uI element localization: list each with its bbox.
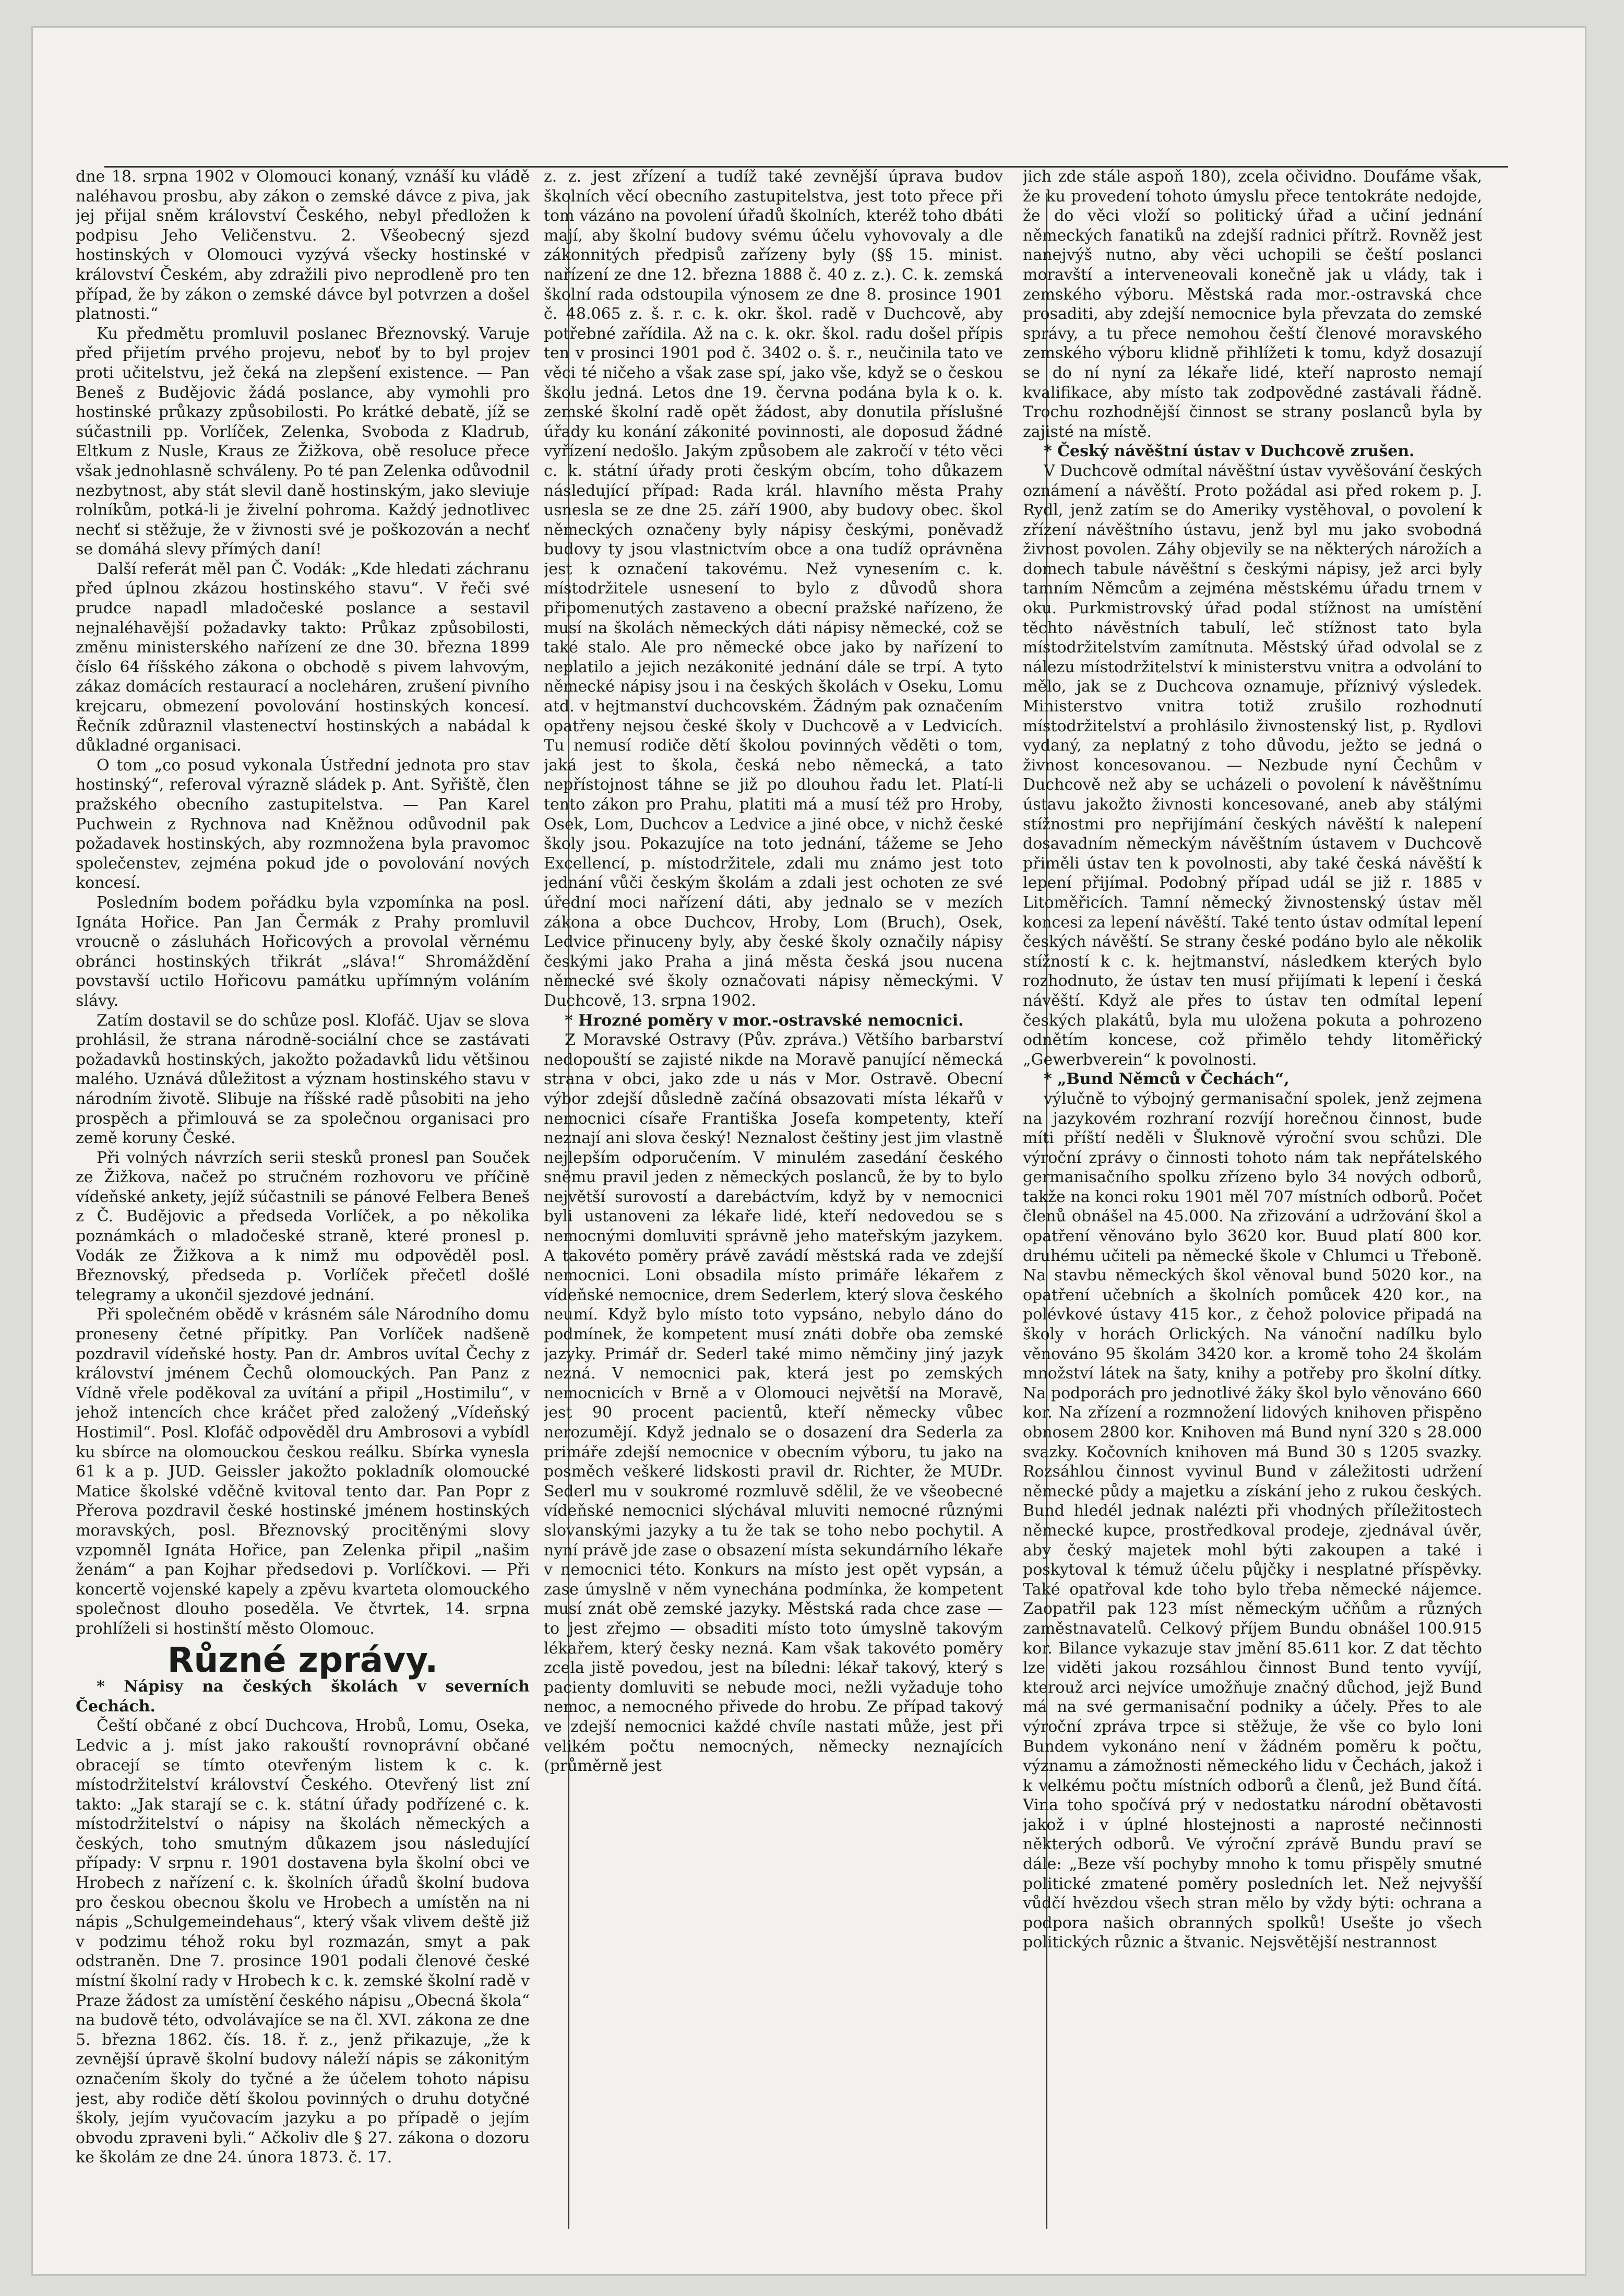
paragraph: Zatím dostavil se do schůze posl. Klofáč. Ujav se slova prohlásil, že strana národně-sociální chce se zastávati požadavků hostinských, jakožto požadavků lidu většinou malého. Uznává důležitost a význam hostinského stavu v národním životě. Slibuje na říšské radě působiti na jeho prospěch a přimlouvá se za společnou organisaci pro země koruny České.: [76, 1011, 530, 1148]
paragraph: Ku předmětu promluvil poslanec Březnovský. Varuje před přijetím prvého projevu, neboť by to byl projev proti učitelstvu, jež čeká na zlepšení existence. — Pan Beneš z Budějovic žádá poslance, aby vymohli pro hostinské průkazy způsobilosti. Po krátké debatě, jíž se súčastnili pp. Vorlíček, Zelenka, Svoboda z Kladrub, Eltkum z Nusle, Kraus ze Žižkova, obě resoluce přece však jednohlasně schváleny. Po té pan Zelenka odůvodnil nezbytnost, aby stát slevil daně hostinským, jako sleviuje rolníkům, potká-li je živelní pohroma. Každý jednotlivec nechť si stěžuje, že v živnosti své je poškozován a nechť se domáhá slevy přímých daní!: [76, 324, 530, 559]
article-title: * Nápisy na českých školách v severních Čechách.: [76, 1678, 530, 1716]
article-title: * „Bund Němců v Čechách“,: [1044, 1070, 1289, 1089]
paragraph: dne 18. srpna 1902 v Olomouci konaný, vznáší ku vládě naléhavou prosbu, aby zákon o zemské dávce z piva, jak jej přijal sněm království Českého, nebyl předložen k podpisu Jeho Veličenstvu. 2. Všeobecný sjezd hostinských v Olomouci vyzývá všecky hostinské v království Českém, aby zdražili pivo neprodleně pro ten případ, že by zákon o zemské dávce byl potvrzen a došel platnosti.“: [76, 168, 530, 324]
article-title: * Český návěštní ústav v Duchcově zrušen.: [1044, 442, 1415, 461]
paragraph: jich zde stále aspoň 180), zcela očividno. Doufáme však, že ku provedení tohoto úmyslu přece tentokráte nedojde, že do věci vloží so politický úřad a učiní jednání německých fanatiků na zdejší radnici přítrž. Rovněž jest nanejvýš nutno, aby věci uchopili se čeští poslanci moravští a interveneovali konečně jak u vlády, tak i zemského výboru. Městská rada mor.-ostravská chce prosaditi, aby zdejší nemocnice byla převzata do zemské správy, a tu přece nemohou čeští členové moravského zemského výboru klidně přihlížeti k tomu, když dosazují se do ní nyní za lékaře lidé, kteří naprosto nemají kvalifikace, aby místo tak zodpovědné zastávali řádně. Trochu rozhodnější činnost se strany poslanců byla by zajisté na místě.: [1023, 168, 1482, 441]
article-title: * Hrozné poměry v mor.-ostravské nemocnici.: [565, 1011, 964, 1030]
paragraph: Čeští občané z obcí Duchcova, Hrobů, Lomu, Oseka, Ledvic a j. míst jako rakouští rovnoprávní občané obracejí se tímto otevřeným listem k c. k. místodržitelství království Českého. Otevřený list zní takto: „Jak starají se c. k. státní úřady podřízené c. k. místodržitelství o nápisy na školách německých a českých, toho smutným důkazem jsou následující případy: V srpnu r. 1901 dostavena byla školní obci ve Hrobech z nařízení c. k. školních úřadů školní budova pro českou obecnou školu ve Hrobech a umístěn na ni nápis „Schulgemeindehaus“, který však vlivem deště již v podzimu téhož roku byl rozmazán, smyt a pak odstraněn. Dne 7. prosince 1901 podali členové české místní školní rady v Hrobech k c. k. zemské školní radě v Praze žádost za umístění českého nápisu „Obecná škola“ na budově této, odvolávajíce se na čl. XVI. zákona ze dne 5. března 1862. čís. 18. ř. z., jenž přikazuje, „že k zevnější úpravě školní budovy náleží nápis se zákonitým označením školy do tyčné a že účelem tohoto nápisu jest, aby rodiče dětí školou povinných o druhu dotyčné školy, jejím vyučovacím jazyku a po případě o jejím obvodu zpraveni byli.“ Ačkoliv dle § 27. zákona o dozoru ke školám ze dne 24. února 1873. č. 17.: [76, 1717, 530, 2167]
column-1: [76, 167, 530, 2239]
paragraph: Posledním bodem pořádku byla vzpomínka na posl. Ignáta Hořice. Pan Jan Čermák z Prahy promluvil vroucně o zásluhách Hořicových a provolal věrnému obránci hostinských třikrát „sláva!“ Shromáždění povstavší uctilo Hořicovu památku upřímným voláním slávy.: [76, 893, 530, 1010]
paragraph: Další referát měl pan Č. Vodák: „Kde hledati záchranu před úplnou zkázou hostinského stavu“. V řeči své prudce napadl mladočeské poslance a sestavil nejnaléhavější požadavky takto: Průkaz způsobilosti, změnu ministerského nařízení ze dne 30. března 1899 číslo 64 říšského zákona o obchodě s pivem lahvovým, zákaz domácích restaurací a nocleháren, zrušení pivního krejcaru, obmezení povolování hostinských koncesí. Řečník zdůraznil vlastenectví hostinských a nabádal k důkladné organisaci.: [76, 560, 530, 755]
column-3: [1023, 167, 1482, 2239]
paragraph: z. z. jest zřízení a tudíž také zevnější úprava budov školních věcí obecního zastupitelstva, jest toto přece při tom vázáno na povolení úřadů školních, kteréž toho dbáti mají, aby školní budovy svému účelu vyhovovaly a dle zákonnitých předpisů zařízeny byly (§§ 15. minist. nařízení ze dne 12. března 1888 č. 40 z. z.). C. k. zemská školní rada odstoupila výnosem ze dne 8. prosince 1901 č. 48.065 z. š. r. c. k. okr. škol. radě v Duchcově, aby potřebné zařídila. Až na c. k. okr. škol. radu došel přípis ten v prosinci 1901 pod č. 3402 o. š. r., neučinila tato ve věci té ničeho a však zase spí, jako vše, když se o českou školu jedná. Letos dne 19. června podána byla k o. k. zemské školní radě opět žádost, aby donutila příslušné úřady ku konání zákonité povinnosti, ale doposud žádné vyřízení nedošlo. Jakým způsobem ale zakročí v této věci c. k. státní úřady proti českým obcím, toho důkazem následující případ: Rada král. hlavního města Prahy usnesla se ze dne 25. září 1900, aby budovy obec. škol německých označeny byly nápisy českými, poněvadž budovy ty jsou vlastnictvím obce a ona tudíž oprávněna jest k označení takovému. Než vynesením c. k. místodržitele usnesení to bylo z důvodů shora připomenutých zastaveno a obecní pražské nařízeno, že musí na školách německých dáti nápisy německé, což se také stalo. Ale pro německé obce jako by nařízení to neplatilo a jejich nezákonité jednání dále se trpí. A tyto německé nápisy jsou i na českých školách v Oseku, Lomu atd. v hejtmanství duchcovském. Žádným pak označením opatřeny nejsou české školy v Duchcově a v Ledvicích. Tu nemusí rodiče dětí školou povinných věděti o tom, jaká jest to škola, česká nebo německá, a tato nepřístojnost táhne se již po dlouhou řadu let. Platí-li tento zákon pro Prahu, platiti má a musí též pro Hroby, Osek, Lom, Duchcov a Ledvice a jiné obce, v nichž české školy jsou. Pokazujíce na toto jednání, tážeme se Jeho Excellencí, p. místodržitele, zdali mu známo jest toto jednání vůči českým školám a zdali jest ochoten ze své úřední moci nařízení dáti, aby jednalo se v mezích zákona a obce Duchcov, Hroby, Lom (Bruch), Osek, Ledvice přinuceny byly, aby české školy označily nápisy českými jako Praha a jiná města česká jsou nucena německé své školy označovati nápisy německými. V Duchcově, 13. srpna 1902.: [544, 168, 1003, 1010]
paragraph: O tom „co posud vykonala Ústřední jednota pro stav hostinský“, referoval výrazně sládek p. Ant. Syřiště, člen pražského obecního zastupitelstva. — Pan Karel Puchwein z Rychnova nad Kněžnou odůvodnil pak požadavek hostinských, aby rozmnožena byla pravomoc společenstev, zejména pokud jde o povolování nových koncesí.: [76, 756, 530, 893]
paragraph: výlučně to výbojný germanisační spolek, jenž zejmena na jazykovém rozhraní rozvíjí horečnou činnost, bude míti příští neděli v Šluknově výroční svou schůzi. Dle výroční zprávy o činnosti tohoto nám tak nepřátelského germanisačního spolku zřízeno bylo 34 nových odborů, takže na konci roku 1901 měl 707 místních odborů. Počet členů obnášel na 45.000. Na zřizování a udržování škol a opatření věnováno bylo 3620 kor. Buud platí 800 kor. druhému učiteli pa německé škole v Chlumci u Třeboně. Na stavbu německých škol věnoval bund 5020 kor., na opatření učebních a školních pomůcek 420 kor., na polévkové ústavy 415 kor., z čehož polovice připadá na školy v horách Orlických. Na vánoční nadílku bylo věnováno 95 školám 3420 kor. a kromě toho 24 školám množství látek na šaty, knihy a potřeby pro školní dítky. Na podporách pro jednotlivé žáky škol bylo věnováno 660 kor. Na zřízení a rozmnožení lidových knihoven přispěno obnosem 2800 kor. Knihoven má Bund nyní 320 s 28.000 svazky. Kočovních knihoven má Bund 30 s 1205 svazky. Rozsáhlou činnost vyvinul Bund v záležitosti udržení německé půdy a majetku a získání jeho z rukou českých. Bund hledél jednak nalézti při vhodných příležitostech německé kupce, prostředkoval prodeje, zjednával úvěr, aby český majetek mohl býti zakoupen a také i poskytoval k témuž účelu půjčky i nesplatné příspěvky. Také opatřoval kde toho bylo třeba německé nájemce. Zaopatřil pak 123 míst německým učňům a různých zaměstnavatelů. Celkový příjem Bundu obnášel 100.915 kor. Bilance vykazuje stav jmění 85.611 kor. Z dat těchto lze viděti jakou rozsáhlou činnost Bund tento vyvíjí, kterouž arci nejvíce umožňuje značný důchod, jejž Bund má na své germanisační podniky a účely. Přes to ale výroční zpráva trpce si stěžuje, že vše co bylo loni Bundem vykonáno není v žádném poměru k počtu, významu a zámožnosti německého lidu v Čechách, jakož i k velkému počtu místních odborů a členů, jež Bund čítá. Vina toho spočívá prý v nedostatku národní obětavosti jakož i v úplné hlostejnosti a naprosté nečinnosti některých odborů. Ve výroční zprávě Bundu praví se dále: „Beze vší pochyby mnoho k tomu přispěly smutné politické zmatené poměry posledních let. Než nejvyšší vůdčí hvězdou všech stran mělo by vždy býti: ochrana a podpora našich obranných spolků! Usešte jo všech politických různic a štvanic. Nejsvětější nestrannost: [1023, 1089, 1482, 1952]
paragraph: V Duchcově odmítal návěštní ústav vyvěšování českých oznámení a návěští. Proto požádal asi před rokem p. J. Rydl, jenž zatím se do Ameriky vystěhoval, o povolení k zřízení návěštního ústavu, jenž byl mu jako svobodná živnost povolen. Záhy objevily se na některých nárožích a domech tabule návěštní s českými nápisy, jež arci byly tamním Němcům a zejména městskému úřadu trnem v oku. Purkmistrovský úřad podal stížnost na umístění těchto návěstních tabulí, leč stížnost tato byla místodržitelstvím zamítnuta. Městský úřad odvolal se z nálezu místodržitelství k ministerstvu vnitra a odvolání to mělo, jak se z Duchcova oznamuje, příznivý výsledek. Ministerstvo vnitra totiž zrušilo rozhodnutí místodržitelství a prohlásilo živnostenský list, p. Rydlovi vydaný, za neplatný z toho důvodu, ježto se jedná o živnost koncesovanou. — Nezbude nyní Čechům v Duchcově než aby se ucházeli o povolení k návěštnímu ústavu jakožto živnosti koncesované, aneb aby stálými stížnostmi pro nepřijímání českých návěští k nalepení dosavadním německým návěštním ústavem v Duchcově přiměli ústav ten k povolnosti, aby také česká návěští k lepení přijímal. Podobný případ udál se již r. 1885 v Litoměřicích. Tamní německý živnostenský ústav měl koncesi za lepení návěští. Také tento ústav odmítal lepení českých návěští. Se strany české podáno bylo ale několik stížností k c. k. hejtmanství, následkem kterých bylo rozhodnuto, že ústav ten musí přijímati k lepení i česká návěští. Když ale přes to ústav ten odmítal lepení českých plakátů, byla mu uložena pokuta a pohrozeno odnětím koncese, což přimělo tehdy litoměřický „Gewerbverein“ k povolnosti.: [1023, 461, 1482, 1069]
column-2: [544, 167, 1003, 2239]
paragraph: Z Moravské Ostravy (Pův. zpráva.) Většího barbarství nedopouští se zajisté nikde na Moravě panující německá strana v obci, jako zde u nás v Mor. Ostravě. Obecní výbor zdejší důsledně začíná obsazovati místa lékařů v nemocnici císaře Františka Josefa kompetenty, kteří neznají ani slova český! Neznalost češtiny jest jim vlastně nejlepším odporučením. V minulém zasedání českého sněmu pravil jeden z německých poslanců, že by to bylo největší surovostí a darebáctvím, když by v nemocnici byli ustanoveni za lékaře lidé, kteří nedovedou se s nemocnými domluviti správně jeho mateřským jazykem. A takovéto poměry právě zavádí městská rada ve zdejší nemocnici. Loni obsadila místo primáře lékařem z vídeňské nemocnice, drem Sederlem, který slova českého neumí. Když bylo místo toto vypsáno, nebylo dáno do podmínek, že kompetent musí znáti dobře oba zemské jazyky. Primář dr. Sederl také mimo němčiny jiný jazyk nezná. V nemocnici pak, která jest po zemských nemocnicích v Brně a v Olomouci největší na Moravě, jest 90 procent pacientů, kteří německy vůbec nerozumějí. Když jednalo se o dosazení dra Sederla za primáře zdejší nemocnice v obecním výboru, tu jako na posměch veškeré lidskosti pravil dr. Richter, že MUDr. Sederl mu v soukromé rozmluvě sdělil, že ve všeobecné vídeňské nemocnici slýchával mluviti nemocné různými slovanskými jazyky a tu že tak se toho nebo pochytil. A nyní právě jde zase o obsazení místa sekundárního lékaře v nemocnici této. Konkurs na místo jest opět vypsán, a zase úmyslně v něm vynechána podmínka, že kompetent musí znát obě zemské jazyky. Městská rada chce zase — to jest zřejmo — obsaditi místo toto úmyslně takovým lékařem, který česky nezná. Kam však takovéto poměry zcela jistě povedou, jest na bíledni: lékař takový, který s pacienty domluviti se nebude moci, nežli vyžaduje toho nemoc, a nemocného přivede do hrobu. Ze případ takový ve zdejší nemocnici každé chvíle nastati může, jest při velikém počtu nemocných, německy neznajících (průměrně jest: [544, 1031, 1003, 1776]
paragraph: Při společném obědě v krásném sále Národního domu proneseny četné přípitky. Pan Vorlíček nadšeně pozdravil vídeňské hosty. Pan dr. Ambros uvítal Čechy z království jménem Čechů olomouckých. Pan Panz z Vídně vřele poděkoval za uvítání a připil „Hostimilu“, v jehož intencích chce kráčet před založený „Vídeňský Hostimil“. Posl. Klofáč odpověděl dru Ambrosovi a vybídl ku sbírce na olomouckou českou reálku. Sbírka vynesla 61 k a p. JUD. Geissler jakožto pokladník olomoucké Matice školské vděčně kvitoval tento dar. Pan Popr z Přerova pozdravil české hostinské jménem hostinských moravských, posl. Březnovský procitěnými slovy vzpomněl Ignáta Hořice, pan Zelenka připil „našim ženám“ a pan Kojhar předsedovi p. Vorlíčkovi. — Při koncertě vojenské kapely a zpěvu kvarteta olomouckého společnost dlouho poseděla. Ve čtvrtek, 14. srpna prohlíželi si hostinští město Olomouc.: [76, 1305, 530, 1638]
section-heading: Různé zprávy.: [167, 1639, 438, 1680]
paragraph: Při volných návrzích serii stesků pronesl pan Souček ze Žižkova, načež po stručném rozhovoru ve příčině vídeňské ankety, jejíž súčastnili se pánové Felbera Beneš z Č. Budějovic a předseda Vorlíček, a po několika poznámkách o mladočeské straně, které pronesl p. Vodák ze Žižkova a k nimž mu odpověděl posl. Březnovský, předseda p. Vorlíček přečetl došlé telegramy a ukončil sjezdové jednání.: [76, 1148, 530, 1304]
